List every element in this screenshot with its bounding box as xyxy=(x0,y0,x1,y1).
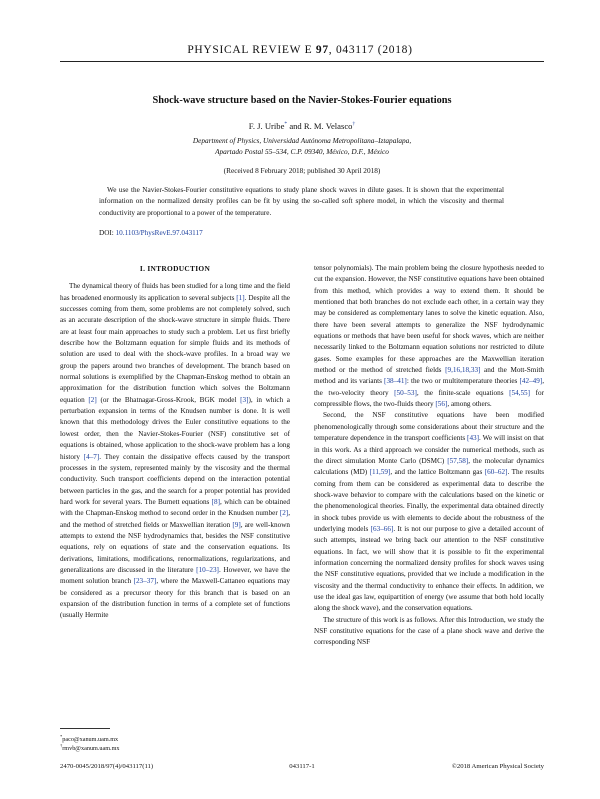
citation-link[interactable]: [11,59] xyxy=(369,468,391,477)
text-span: , where the Maxwell-Cattaneo equations may be considered as a precursor theory for this branch that is based on an expansion of the distribution function in terms of a complete set of functions (usually Hermite xyxy=(60,577,291,620)
section-heading-introduction: I. INTRODUCTION xyxy=(139,264,211,273)
text-span: Second, the NSF constitutive equations have been modified phenomenologically through some considerations about their structure and the temperature dependence in the transport coefficients xyxy=(314,411,544,443)
citation-link[interactable]: [9,16,18,33] xyxy=(445,366,481,375)
intro-paragraph-3: The structure of this work is as follows. After this Introduction, we study the NSF constitutive equations for the case of a plane shock wave and derive the corresponding NSF xyxy=(314,615,544,647)
footnote-velasco xyxy=(60,744,120,753)
citation-link[interactable]: [3] xyxy=(240,395,249,404)
text-span: . However, we have the moment solution branch xyxy=(60,565,290,586)
journal-sep: , xyxy=(328,44,336,56)
footnote-rule xyxy=(60,728,110,729)
text-span: , the two-velocity theory xyxy=(314,377,545,397)
author-line xyxy=(60,121,544,131)
citation-link[interactable]: [54,55] xyxy=(509,388,531,397)
footnote-email-velasco: rmvb@xanum.uam.mx xyxy=(62,745,120,752)
author-velasco-footnote-link[interactable]: † xyxy=(352,121,356,128)
intro-paragraph-1 xyxy=(60,281,290,621)
paper-title: Shock-wave structure based on the Navier-Stokes-Fourier equations xyxy=(152,95,452,106)
text-span: , and the method of stretched fields or Maxwellian iteration xyxy=(60,509,290,529)
footer-issn: 2470-0045/2018/97(4)/043117(11) xyxy=(60,763,154,770)
doi-label: DOI: xyxy=(99,229,114,237)
citation-link[interactable]: [2] xyxy=(279,509,289,518)
article-number: 043117 (2018) xyxy=(335,44,413,56)
footer-page-number: 043117-1 xyxy=(289,763,315,770)
text-span: , the finite-scale equations xyxy=(416,388,510,397)
author-uribe-footnote-link[interactable]: * xyxy=(284,121,288,128)
citation-link[interactable]: [57,58] xyxy=(447,456,469,465)
author-and: and xyxy=(289,121,302,131)
citation-link[interactable]: [10–23] xyxy=(196,565,219,574)
citation-link[interactable]: [43] xyxy=(467,434,480,443)
citation-link[interactable]: [9] xyxy=(232,520,241,529)
doi-line xyxy=(99,229,203,237)
text-span: . The results coming from them can be considered as experimental data to describe the shock-wave behavior to compare with the calculations based on the kinetic or the phenomenological theories. Finally, the experimental data obtained directly in shock tubes provide us with elements to decide about the robustness of the underlying models xyxy=(314,468,545,533)
author-uribe: F. J. Uribe xyxy=(248,121,285,131)
text-span: . It is not our purpose to give a detailed account of such attempts, instead we bring back our attention to the NSF constitutive equations. In fact, we will show that it is possible to fit the experimental information concerning the normalized density profiles for shock waves using the NSF constitutive equations, provided that we include a modification in the viscosity and the thermal conductivity to enhance their effects. In addition, we use the ideal gas law, equipartition of energy (we assume that both hold locally along the shock wave), and the conservation equations. xyxy=(314,524,544,613)
citation-link[interactable]: [50–53] xyxy=(394,388,417,397)
text-span: . They contain the dissipative effects caused by the transport processes in the system, represented mainly by the viscosity and the thermal conductivity. Such transport coefficients depend on the interaction potential between particles in the gas, and the search for a proper potential has provided hard work for several years. The Burnett equations xyxy=(60,452,291,506)
text-span: (or the Bhatnagar-Gross-Krook, BGK model xyxy=(96,395,241,404)
citation-link[interactable]: [56] xyxy=(435,400,448,409)
citation-link[interactable]: [8] xyxy=(211,497,221,506)
text-span: and the Mott-Smith method and its variants xyxy=(314,366,544,386)
citation-link[interactable]: [1] xyxy=(236,293,245,302)
footnote-mark: * xyxy=(60,733,63,739)
footnotes xyxy=(60,735,120,753)
header-rule xyxy=(60,61,544,62)
journal-name: PHYSICAL REVIEW E xyxy=(187,44,313,56)
journal-header xyxy=(0,44,600,56)
footer-copyright: ©2018 American Physical Society xyxy=(451,763,544,770)
text-span: , and the lattice Boltzmann gas xyxy=(390,468,485,477)
right-column xyxy=(314,263,544,649)
text-span: . We will insist on that in this work. As a third approach we consider the numerical methods, such as the direct simulation Monte Carlo (DSMC) xyxy=(314,434,544,465)
citation-link[interactable]: [4–7] xyxy=(83,452,100,461)
text-span: tensor polynomials). The main problem being the closure hypothesis needed to cut the expansion. However, the NSF constitutive equations have been obtained from this method, which provides a way to extend them. It should be mentioned that both branches do not exclude each other, in a certain way they may be considered as complementary lanes to solve the kinetic equation. Also, there have been several attempts to generalize the NSF hydrodynamic equations or methods that have been useful for shock waves, which are neither necessarily linked to the Boltzmann equation solutions nor restricted to dilute gases. Some examples for these approaches are the Maxwellian iteration method or the method of stretched fields xyxy=(314,264,544,375)
received-published-dates: (Received 8 February 2018; published 30 April 2018) xyxy=(223,166,381,175)
text-span: The dynamical theory of fluids has been studied for a long time and the field has broadened enormously its application to several subjects xyxy=(60,282,290,302)
intro-paragraph-1-continued xyxy=(314,263,544,410)
affiliation-line-2: Apartado Postal 55–534, C.P. 09340, México, D.F., México xyxy=(215,147,389,156)
text-span: , which can be obtained with the Chapman-Enskog method to second order in the Knudsen number xyxy=(60,497,290,518)
text-span: , the molecular dynamics calculations (MD) xyxy=(314,456,544,477)
citation-link[interactable]: [38–41] xyxy=(384,377,407,386)
left-column xyxy=(60,263,290,622)
affiliation-line-1: Department of Physics, Universidad Autónoma Metropolitana–Iztapalapa, xyxy=(192,136,412,145)
citation-link[interactable]: [2] xyxy=(88,395,97,404)
citation-link[interactable]: [42–49] xyxy=(519,377,543,386)
doi-link[interactable]: 10.1103/PhysRevE.97.043117 xyxy=(115,229,203,237)
text-span: , are well-known attempts to extend the NSF hydrodynamics that, besides the NSF constitutive equations, rely on equations of state and the conservation equations. Its derivations, limitations, modifications, renormalizations, regularizations, and generalizations are discussed in the literature xyxy=(60,520,290,574)
abstract: We use the Navier-Stokes-Fourier constitutive equations to study plane shock waves in dilute gases. It is shown that the experimental information on the normalized density profiles can be fit by using the so-called soft sphere model, in which the viscosity and thermal conductivity are proportional to a power of the temperature. xyxy=(99,186,504,217)
text-span: . Despite all the successes coming from them, some problems are not completely solved, such as an accurate description of the shock-wave structure in simple fluids. There are at least four main approaches to study such a problem. Let us first briefly describe how the Boltzmann equation for simple fluids and its methods of solution are used to deal with the shock-wave profiles. In a broad way we group the papers around two branches of development. The branch based on normal solutions is exemplified by the Chapman-Enskog method to obtain an approximation for the distribution function which solves the Boltzmann equation xyxy=(60,293,290,404)
journal-volume: 97 xyxy=(315,44,329,56)
text-span: for compressible flows, the two-fluids theory xyxy=(314,388,544,409)
footnote-uribe xyxy=(60,735,120,744)
text-span: : the two or multitemperature theories xyxy=(406,377,520,386)
citation-link[interactable]: [23–37] xyxy=(133,577,157,586)
affiliation xyxy=(60,135,544,157)
footnote-mark: † xyxy=(60,742,63,748)
intro-paragraph-2 xyxy=(314,410,544,614)
text-span: ), in which a perturbation expansion in terms of the Knudsen number is done. It is well known that this methodology drives the Euler constitutive equations to the lowest order, then the Navier-Stokes-Fourier (NSF) constitutive set of equations is obtained, whose application to the shock-wave problem has a long history xyxy=(60,395,291,461)
author-velasco: R. M. Velasco xyxy=(303,121,353,131)
citation-link[interactable]: [63–66] xyxy=(370,524,394,533)
text-span: , among others. xyxy=(447,400,492,409)
footnote-email-uribe: paco@xanum.uam.mx xyxy=(62,736,119,743)
citation-link[interactable]: [60–62] xyxy=(484,468,508,477)
